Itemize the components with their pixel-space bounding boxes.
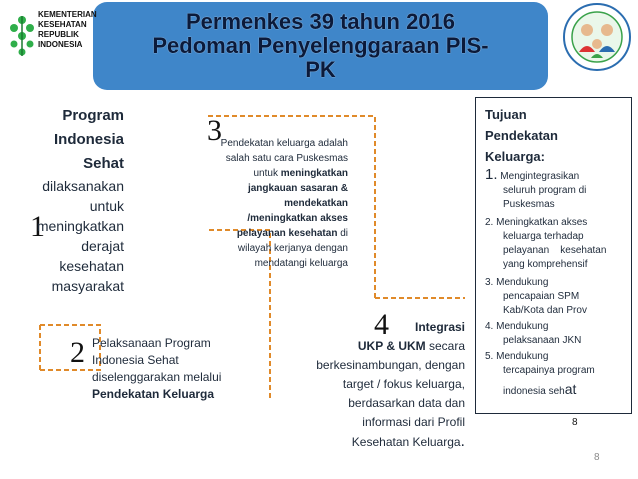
tujuan-item-2-l4: yang komprehensif [503,259,588,270]
title-line-1: Permenkes 39 tahun 2016 [185,9,456,34]
step-4-line-4: target / fokus keluarga, [342,377,465,391]
step-2-line-2: Indonesia Sehat [92,353,179,367]
tujuan-title-2: Pendekatan [485,128,558,143]
step-3-line-7b: di [337,228,348,239]
logo-line-2: KESEHATAN [38,20,87,29]
step-3-text [190,136,348,271]
step-3-number: 3 [207,114,222,147]
tujuan-item-2-l3: pelayanan kesehatan [503,245,607,256]
step-4-line-5: berdasarkan data dan [348,396,465,410]
tujuan-item-3 [485,276,625,318]
tujuan-item-4 [485,320,625,348]
step-1-title-1: Program [62,107,124,124]
page-number: 8 [594,452,600,463]
step-2-text [92,335,262,403]
step-4-line-7a: Kesehatan Keluarga [351,435,461,449]
tujuan-item-5-num: 5. [485,351,494,362]
step-1-line-5: kesehatan [59,258,124,274]
tujuan-title [485,104,625,167]
step-4-line-2a: UKP & UKM [357,339,426,353]
step-1-line-3: meningkatkan [36,218,124,234]
step-2-line-3: diselenggarakan melalui [92,370,222,384]
tujuan-item-2-num: 2. [485,217,494,228]
step-1-number: 1 [30,210,45,243]
tujuan-item-1-l3: Puskesmas [503,199,555,210]
step-4-number: 4 [374,308,389,341]
step-2-number: 2 [70,336,85,369]
tujuan-item-1-l2: seluruh program di [503,185,587,196]
step-1-line-4: derajat [81,238,124,254]
step-3-line-6: /meningkatkan akses [247,213,348,224]
step-4-line-2 [280,337,465,356]
tujuan-item-2-l1: Meningkatkan akses [496,217,588,228]
step-3-line-3b: meningkatkan [280,168,348,179]
tujuan-item-5-l3a: indonesia seh [503,386,565,397]
tujuan-title-1: Tujuan [485,107,527,122]
title-line-3: PK [305,57,336,82]
logo-line-1: KEMENTERIAN [38,10,97,19]
tujuan-item-2 [485,216,630,272]
step-1-line-2: untuk [89,198,124,214]
step-1-text [0,104,124,296]
tujuan-title-3: Keluarga: [485,149,545,164]
step-4-line-7 [280,432,465,452]
step-1-line-6: masyarakat [51,278,124,294]
tujuan-item-4-l2: pelaksanaan JKN [503,335,582,346]
step-3-line-7 [190,226,348,241]
step-4-line-3: berkesinambungan, dengan [316,358,465,372]
tujuan-item-4-l1: Mendukung [496,321,549,332]
tujuan-item-3-l1: Mendukung [496,277,549,288]
step-3-line-8: wilayah kerjanya dengan [237,243,348,254]
tujuan-item-1-num: 1. [485,166,498,183]
step-1-title-3: Sehat [83,155,124,172]
step-4-line-2b: secara [425,339,465,353]
step-4-text [280,318,465,452]
step-4-line-1: Integrasi [414,320,465,334]
step-3-line-2: salah satu cara Puskesmas [225,153,348,164]
logo-line-4: INDONESIA [38,40,83,49]
step-3-line-3a: untuk [253,168,281,179]
tujuan-item-2-l2: keluarga terhadap [503,231,584,242]
tujuan-item-1-l1: Mengintegrasikan [500,171,580,182]
tujuan-item-4-num: 4. [485,321,494,332]
step-3-line-3 [190,166,348,181]
box-page-number: 8 [572,417,578,428]
step-4-line-7b: . [460,433,465,450]
step-3-line-4: jangkauan sasaran & [247,183,348,194]
tujuan-item-5-l1: Mendukung [496,351,549,362]
tujuan-item-5 [485,350,625,399]
tujuan-item-1 [485,168,625,212]
step-2-line-4: Pendekatan Keluarga [92,387,215,401]
step-3-line-5: mendekatkan [284,198,348,209]
tujuan-item-3-num: 3. [485,277,494,288]
step-1-title-2: Indonesia [53,131,124,148]
step-1-line-1: dilaksanakan [42,178,124,194]
step-3-line-9: mendatangi keluarga [254,258,348,269]
step-2-line-1: Pelaksanaan Program [92,336,211,350]
step-4-line-6: informasi dari Profil [362,415,465,429]
title-line-2: Pedoman Penyelenggaraan PIS- [152,33,489,58]
tujuan-item-3-l3: Kab/Kota dan Prov [503,305,587,316]
tujuan-item-5-l2: tercapainya program [503,365,595,376]
step-3-line-7a: pelayanan kesehatan [236,228,338,239]
tujuan-item-5-l3b: at [564,381,577,397]
tujuan-item-3-l2: pencapaian SPM [503,291,580,302]
step-3-line-1: Pendekatan keluarga adalah [220,138,348,149]
logo-line-3: REPUBLIK [38,30,79,39]
